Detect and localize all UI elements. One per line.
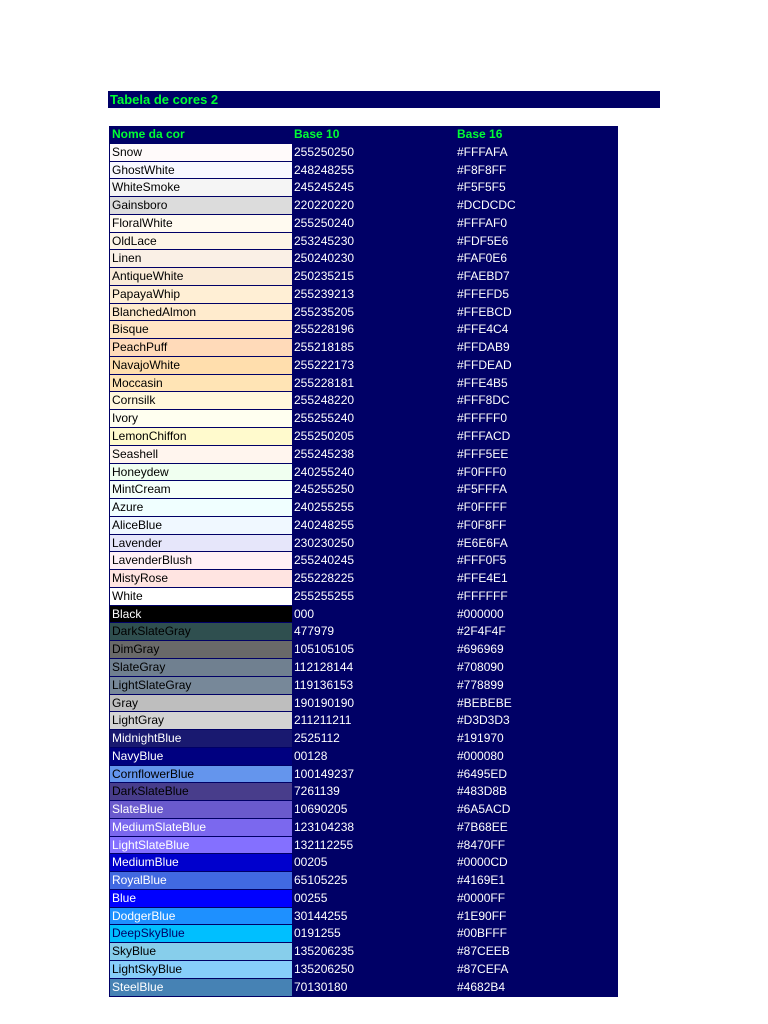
- table-row: [109, 695, 618, 713]
- base10-value: 135206235: [294, 944, 355, 959]
- color-name-swatch: RoyalBlue: [110, 872, 292, 890]
- color-name-swatch: AliceBlue: [110, 517, 292, 535]
- base10-value: 119136153: [294, 677, 354, 692]
- table-row: [109, 250, 618, 268]
- base16-value: #FFE4C4: [457, 322, 509, 337]
- color-name-swatch: SlateGray: [110, 659, 292, 677]
- color-name-swatch: Snow: [110, 144, 292, 162]
- color-name-swatch: Blue: [110, 890, 292, 908]
- base10-value: 255255255: [294, 588, 355, 603]
- table-row: [109, 677, 618, 695]
- base10-value: 255228225: [294, 571, 355, 586]
- color-name-swatch: DarkSlateBlue: [110, 783, 292, 801]
- base10-value: 123104238: [294, 819, 355, 834]
- color-name-swatch: MediumBlue: [110, 854, 292, 872]
- color-name-swatch: Linen: [110, 250, 292, 268]
- color-name-swatch: Azure: [110, 499, 292, 517]
- color-name-swatch: PapayaWhip: [110, 286, 292, 304]
- base16-value: #FFEFD5: [457, 286, 510, 301]
- color-name-swatch: Lavender: [110, 535, 292, 553]
- color-name-swatch: LemonChiffon: [110, 428, 292, 446]
- base10-value: 220220220: [294, 198, 355, 213]
- base16-value: #7B68EE: [457, 819, 508, 834]
- color-name-swatch: White: [110, 588, 292, 606]
- base10-value: 255228196: [294, 322, 355, 337]
- color-name-swatch: NavajoWhite: [110, 357, 292, 375]
- base16-value: #D3D3D3: [457, 713, 510, 728]
- base10-value: 245255250: [294, 482, 355, 497]
- color-name-swatch: MintCream: [110, 481, 292, 499]
- table-row: [109, 712, 618, 730]
- base10-value: 230230250: [294, 535, 355, 550]
- table-row: [109, 872, 618, 890]
- color-name-swatch: WhiteSmoke: [110, 179, 292, 197]
- base10-value: 255245238: [294, 446, 355, 461]
- base10-value: 477979: [294, 624, 335, 639]
- color-name-swatch: Gray: [110, 695, 292, 713]
- table-row: [109, 588, 618, 606]
- base10-value: 253245230: [294, 233, 355, 248]
- base16-value: #E6E6FA: [457, 535, 508, 550]
- base16-value: #696969: [457, 642, 504, 657]
- color-name-swatch: LavenderBlush: [110, 552, 292, 570]
- color-name-swatch: LightSlateGray: [110, 677, 292, 695]
- table-row: [109, 268, 618, 286]
- base16-value: #FFDEAD: [457, 357, 512, 372]
- base16-value: #F5FFFA: [457, 482, 508, 497]
- table-row: [109, 925, 618, 943]
- base16-value: #FFFACD: [457, 429, 511, 444]
- table-row: [109, 215, 618, 233]
- color-name-swatch: MidnightBlue: [110, 730, 292, 748]
- base16-value: #87CEFA: [457, 961, 509, 976]
- base16-value: #F8F8FF: [457, 162, 507, 177]
- color-name-swatch: SlateBlue: [110, 801, 292, 819]
- base10-value: 190190190: [294, 695, 355, 710]
- base16-value: #FFFAF0: [457, 215, 508, 230]
- table-row: [109, 730, 618, 748]
- base10-value: 132112255: [294, 837, 354, 852]
- base16-value: #FAEBD7: [457, 269, 510, 284]
- base10-value: 240255240: [294, 464, 355, 479]
- table-row: [109, 766, 618, 784]
- color-name-swatch: FloralWhite: [110, 215, 292, 233]
- base10-value: 250240230: [294, 251, 355, 266]
- base10-value: 255218185: [294, 340, 355, 355]
- base10-value: 00128: [294, 748, 328, 763]
- base10-value: 2525112: [294, 731, 340, 746]
- table-row: [109, 606, 618, 624]
- base10-value: 7261139: [294, 784, 340, 799]
- color-name-swatch: MistyRose: [110, 570, 292, 588]
- base16-value: #FDF5E6: [457, 233, 509, 248]
- color-name-swatch: Gainsboro: [110, 197, 292, 215]
- base16-value: #4169E1: [457, 873, 506, 888]
- table-row: [109, 321, 618, 339]
- table-row: [109, 623, 618, 641]
- table-row: [109, 890, 618, 908]
- table-title: Tabela de cores 2: [108, 91, 660, 108]
- base16-value: #0000CD: [457, 855, 508, 870]
- color-name-swatch: SkyBlue: [110, 943, 292, 961]
- base16-value: #FFF0F5: [457, 553, 507, 568]
- base10-value: 250235215: [294, 269, 355, 284]
- base16-value: #2F4F4F: [457, 624, 506, 639]
- base10-value: 248248255: [294, 162, 355, 177]
- base10-value: 30144255: [294, 908, 348, 923]
- base16-value: #FFFFF0: [457, 411, 507, 426]
- base16-value: #1E90FF: [457, 908, 507, 923]
- base10-value: 255255240: [294, 411, 355, 426]
- table-row: [109, 197, 618, 215]
- color-name-swatch: AntiqueWhite: [110, 268, 292, 286]
- base10-value: 255250250: [294, 144, 355, 159]
- base16-value: #191970: [457, 731, 504, 746]
- base16-value: #778899: [457, 677, 504, 692]
- table-row: [109, 819, 618, 837]
- base16-value: #FFFFFF: [457, 588, 508, 603]
- table-row: [109, 943, 618, 961]
- table-row: [109, 428, 618, 446]
- header-name: Nome da cor: [112, 127, 185, 141]
- base16-value: #6A5ACD: [457, 802, 511, 817]
- color-name-swatch: GhostWhite: [110, 162, 292, 180]
- table-body: [109, 144, 618, 997]
- base10-value: 10690205: [294, 802, 348, 817]
- base10-value: 135206250: [294, 961, 355, 976]
- base10-value: 255222173: [294, 357, 355, 372]
- color-table: [109, 126, 618, 997]
- table-row: [109, 908, 618, 926]
- base10-value: 000: [294, 606, 315, 621]
- base16-value: #FFF8DC: [457, 393, 510, 408]
- base16-value: #87CEEB: [457, 944, 510, 959]
- table-row: [109, 357, 618, 375]
- base10-value: 255240245: [294, 553, 355, 568]
- color-name-swatch: CornflowerBlue: [110, 766, 292, 784]
- base10-value: 00205: [294, 855, 328, 870]
- base10-value: 255239213: [294, 286, 355, 301]
- table-row: [109, 854, 618, 872]
- table-row: [109, 464, 618, 482]
- table-row: [109, 179, 618, 197]
- base10-value: 255248220: [294, 393, 355, 408]
- base10-value: 65105225: [294, 873, 348, 888]
- base16-value: #F0FFF0: [457, 464, 507, 479]
- table-row: [109, 517, 618, 535]
- base10-value: 0191255: [294, 926, 341, 941]
- header-base16: Base 16: [457, 127, 503, 141]
- base16-value: #FFE4E1: [457, 571, 508, 586]
- base16-value: #483D8B: [457, 784, 508, 799]
- base16-value: #FFF5EE: [457, 446, 509, 461]
- base16-value: #FFEBCD: [457, 304, 512, 319]
- table-row: [109, 233, 618, 251]
- base16-value: #0000FF: [457, 890, 506, 905]
- base16-value: #FFE4B5: [457, 375, 508, 390]
- base16-value: #F0F8FF: [457, 517, 507, 532]
- base16-value: #F0FFFF: [457, 500, 507, 515]
- color-name-swatch: OldLace: [110, 233, 292, 251]
- table-header-row: [109, 126, 618, 144]
- table-row: [109, 801, 618, 819]
- table-row: [109, 659, 618, 677]
- color-name-swatch: Moccasin: [110, 375, 292, 393]
- color-name-swatch: BlanchedAlmon: [110, 304, 292, 322]
- table-row: [109, 286, 618, 304]
- base16-value: #F5F5F5: [457, 180, 506, 195]
- table-row: [109, 961, 618, 979]
- base16-value: #BEBEBE: [457, 695, 512, 710]
- base10-value: 00255: [294, 890, 328, 905]
- base10-value: 245245245: [294, 180, 355, 195]
- color-name-swatch: PeachPuff: [110, 339, 292, 357]
- table-row: [109, 535, 618, 553]
- color-name-swatch: Seashell: [110, 446, 292, 464]
- base10-value: 255228181: [294, 375, 355, 390]
- base16-value: #FAF0E6: [457, 251, 508, 266]
- table-row: [109, 410, 618, 428]
- table-row: [109, 339, 618, 357]
- base16-value: #00BFFF: [457, 926, 508, 941]
- color-name-swatch: DarkSlateGray: [110, 623, 292, 641]
- base10-value: 211211211: [294, 713, 352, 728]
- color-name-swatch: Cornsilk: [110, 392, 292, 410]
- table-row: [109, 641, 618, 659]
- color-name-swatch: DodgerBlue: [110, 908, 292, 926]
- color-name-swatch: LightSkyBlue: [110, 961, 292, 979]
- base10-value: 70130180: [294, 979, 348, 994]
- base16-value: #8470FF: [457, 837, 506, 852]
- table-row: [109, 552, 618, 570]
- table-row: [109, 499, 618, 517]
- table-row: [109, 446, 618, 464]
- base10-value: 240248255: [294, 517, 355, 532]
- color-name-swatch: LightSlateBlue: [110, 837, 292, 855]
- color-name-swatch: LightGray: [110, 712, 292, 730]
- base10-value: 255250205: [294, 429, 355, 444]
- base16-value: #FFFAFA: [457, 144, 508, 159]
- base10-value: 255235205: [294, 304, 355, 319]
- table-row: [109, 375, 618, 393]
- table-row: [109, 570, 618, 588]
- color-name-swatch: DeepSkyBlue: [110, 925, 292, 943]
- base16-value: #FFDAB9: [457, 340, 510, 355]
- base10-value: 112128144: [294, 659, 354, 674]
- base16-value: #000000: [457, 606, 504, 621]
- table-row: [109, 162, 618, 180]
- base16-value: #DCDCDC: [457, 198, 516, 213]
- base10-value: 255250240: [294, 215, 355, 230]
- table-row: [109, 783, 618, 801]
- color-name-swatch: Bisque: [110, 321, 292, 339]
- table-row: [109, 481, 618, 499]
- base16-value: #000080: [457, 748, 504, 763]
- base16-value: #4682B4: [457, 979, 506, 994]
- table-row: [109, 392, 618, 410]
- color-name-swatch: Black: [110, 606, 292, 624]
- base10-value: 105105105: [294, 642, 355, 657]
- base16-value: #708090: [457, 659, 504, 674]
- base10-value: 240255255: [294, 500, 355, 515]
- header-base10: Base 10: [294, 127, 340, 141]
- base10-value: 100149237: [294, 766, 355, 781]
- table-row: [109, 144, 618, 162]
- table-row: [109, 304, 618, 322]
- table-row: [109, 979, 618, 997]
- color-name-swatch: NavyBlue: [110, 748, 292, 766]
- base16-value: #6495ED: [457, 766, 508, 781]
- color-name-swatch: MediumSlateBlue: [110, 819, 292, 837]
- color-name-swatch: Ivory: [110, 410, 292, 428]
- color-name-swatch: SteelBlue: [110, 979, 292, 997]
- table-row: [109, 748, 618, 766]
- table-row: [109, 837, 618, 855]
- color-name-swatch: DimGray: [110, 641, 292, 659]
- color-name-swatch: Honeydew: [110, 464, 292, 482]
